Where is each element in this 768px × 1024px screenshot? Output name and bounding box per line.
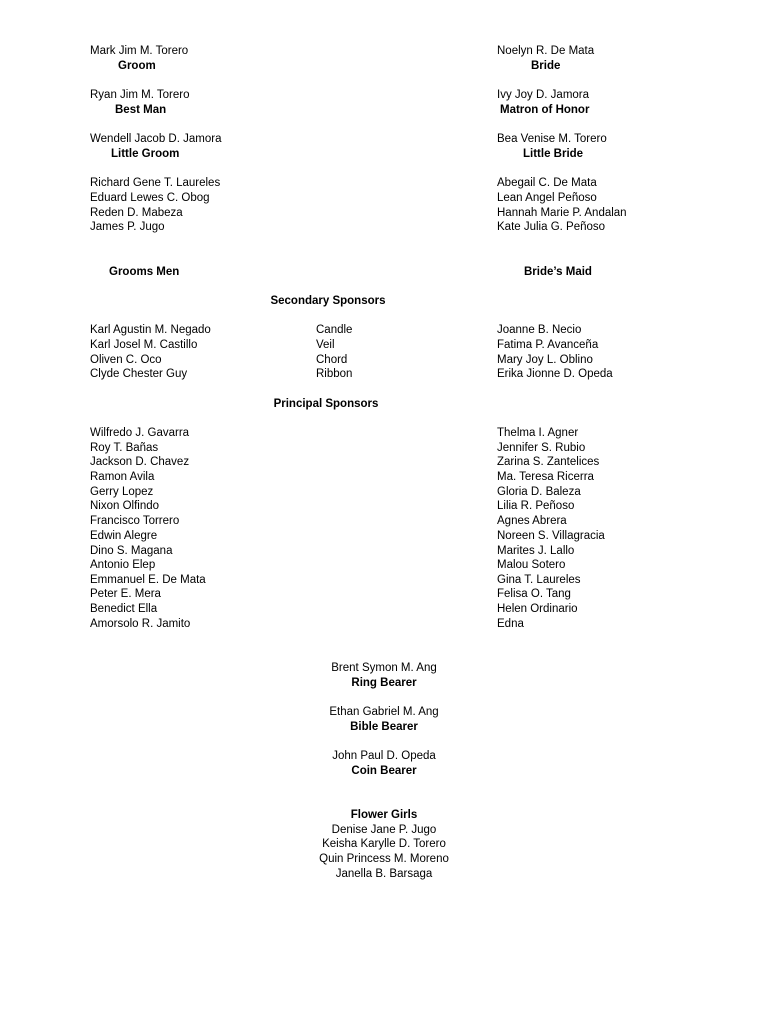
secondary-sponsor-right: Fatima P. Avanceña — [497, 339, 599, 351]
principal-sponsor-left: Peter E. Mera — [90, 588, 161, 600]
groomsman-name: Eduard Lewes C. Obog — [90, 192, 210, 204]
groom-name: Mark Jim M. Torero — [90, 45, 189, 57]
secondary-sponsor-left: Oliven C. Oco — [90, 354, 162, 366]
brides-maid-label: Bride’s Maid — [524, 266, 592, 278]
little-groom-name: Wendell Jacob D. Jamora — [90, 133, 222, 145]
bridesmaid-name: Lean Angel Peñoso — [497, 192, 597, 204]
principal-sponsor-left: Edwin Alegre — [90, 530, 158, 542]
principal-sponsor-left: Dino S. Magana — [90, 545, 173, 557]
secondary-sponsor-item: Chord — [316, 354, 348, 366]
principal-sponsor-right: Thelma I. Agner — [497, 427, 579, 439]
principal-sponsor-left: Antonio Elep — [90, 559, 156, 571]
ring-bearer-name: Brent Symon M. Ang — [331, 662, 437, 674]
principal-sponsor-left: Benedict Ella — [90, 603, 158, 615]
secondary-sponsor-item: Ribbon — [316, 368, 353, 380]
secondary-sponsor-right: Joanne B. Necio — [497, 324, 582, 336]
secondary-sponsor-right: Erika Jionne D. Opeda — [497, 368, 613, 380]
bride-role: Bride — [531, 60, 561, 72]
best-man-role: Best Man — [115, 104, 167, 116]
principal-sponsor-left: Jackson D. Chavez — [90, 456, 190, 468]
matron-role: Matron of Honor — [500, 104, 590, 116]
matron-name: Ivy Joy D. Jamora — [497, 89, 590, 101]
principal-sponsor-left: Roy T. Bañas — [90, 442, 159, 454]
bible-bearer-role: Bible Bearer — [350, 721, 418, 733]
principal-sponsor-right: Gina T. Laureles — [497, 574, 581, 586]
principal-sponsor-left: Francisco Torrero — [90, 515, 180, 527]
principal-sponsor-right: Agnes Abrera — [497, 515, 567, 527]
flower-girl-name: Janella B. Barsaga — [335, 868, 433, 880]
principal-sponsor-right: Zarina S. Zantelices — [497, 456, 600, 468]
flower-girl-name: Denise Jane P. Jugo — [331, 824, 437, 836]
little-bride-name: Bea Venise M. Torero — [497, 133, 607, 145]
principal-sponsor-right: Marites J. Lallo — [497, 545, 575, 557]
ring-bearer-role: Ring Bearer — [351, 677, 417, 689]
secondary-sponsors-title: Secondary Sponsors — [270, 295, 386, 307]
little-bride-role: Little Bride — [523, 148, 584, 160]
principal-sponsor-left: Ramon Avila — [90, 471, 155, 483]
groom-role: Groom — [118, 60, 156, 72]
principal-sponsor-right: Felisa O. Tang — [497, 588, 571, 600]
groomsman-name: James P. Jugo — [90, 221, 165, 233]
coin-bearer-role: Coin Bearer — [351, 765, 417, 777]
flower-girls-title: Flower Girls — [350, 809, 418, 821]
bride-name: Noelyn R. De Mata — [497, 45, 595, 57]
bridesmaid-name: Hannah Marie P. Andalan — [497, 207, 627, 219]
principal-sponsor-right: Helen Ordinario — [497, 603, 578, 615]
groomsman-name: Richard Gene T. Laureles — [90, 177, 221, 189]
secondary-sponsor-left: Karl Josel M. Castillo — [90, 339, 198, 351]
principal-sponsor-left: Gerry Lopez — [90, 486, 154, 498]
principal-sponsor-left: Nixon Olfindo — [90, 500, 160, 512]
grooms-men-label: Grooms Men — [109, 266, 180, 278]
principal-sponsor-right: Jennifer S. Rubio — [497, 442, 586, 454]
best-man-name: Ryan Jim M. Torero — [90, 89, 190, 101]
principal-sponsor-right: Ma. Teresa Ricerra — [497, 471, 594, 483]
secondary-sponsor-right: Mary Joy L. Oblino — [497, 354, 593, 366]
bridesmaid-name: Kate Julia G. Peñoso — [497, 221, 606, 233]
secondary-sponsor-item: Veil — [316, 339, 335, 351]
bible-bearer-name: Ethan Gabriel M. Ang — [329, 706, 439, 718]
flower-girl-name: Keisha Karylle D. Torero — [322, 838, 446, 850]
principal-sponsors-title: Principal Sponsors — [273, 398, 379, 410]
principal-sponsor-right: Edna — [497, 618, 524, 630]
principal-sponsor-left: Wilfredo J. Gavarra — [90, 427, 190, 439]
little-groom-role: Little Groom — [111, 148, 180, 160]
secondary-sponsor-left: Clyde Chester Guy — [90, 368, 188, 380]
principal-sponsor-left: Amorsolo R. Jamito — [90, 618, 191, 630]
groomsman-name: Reden D. Mabeza — [90, 207, 183, 219]
principal-sponsor-right: Gloria D. Baleza — [497, 486, 581, 498]
principal-sponsor-right: Lilia R. Peñoso — [497, 500, 575, 512]
secondary-sponsor-left: Karl Agustin M. Negado — [90, 324, 211, 336]
flower-girl-name: Quin Princess M. Moreno — [319, 853, 449, 865]
coin-bearer-name: John Paul D. Opeda — [332, 750, 436, 762]
principal-sponsor-right: Noreen S. Villagracia — [497, 530, 605, 542]
bridesmaid-name: Abegail C. De Mata — [497, 177, 597, 189]
principal-sponsor-right: Malou Sotero — [497, 559, 566, 571]
principal-sponsor-left: Emmanuel E. De Mata — [90, 574, 206, 586]
secondary-sponsor-item: Candle — [316, 324, 353, 336]
